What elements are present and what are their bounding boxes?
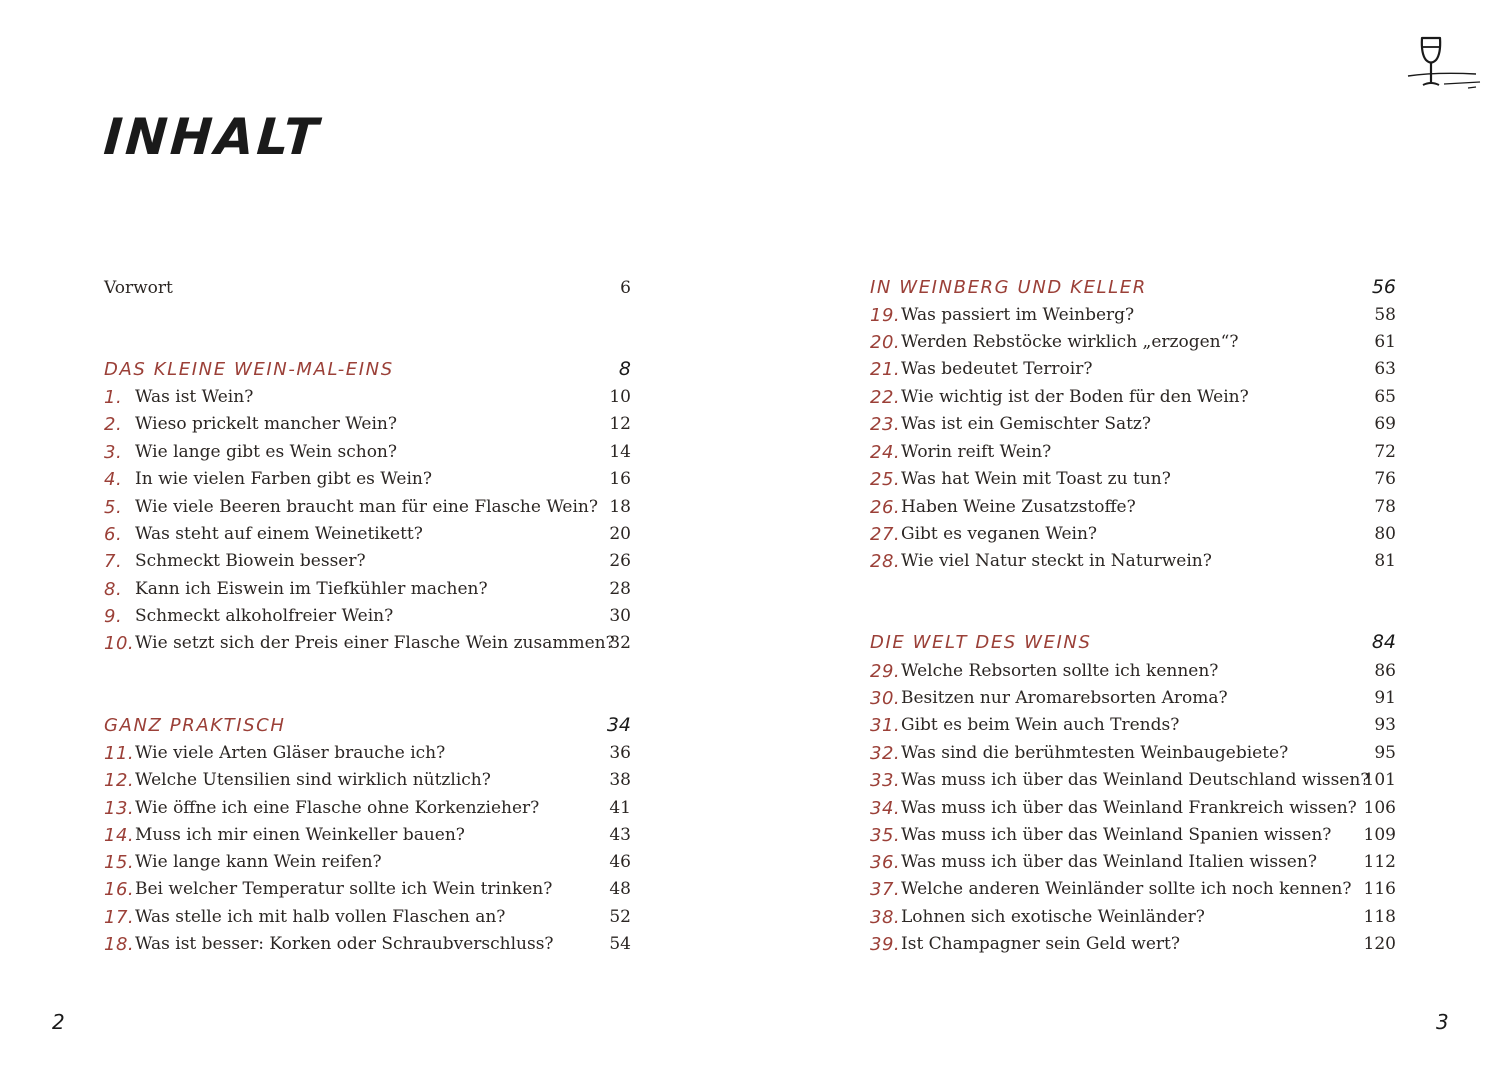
entry-title: Gibt es beim Wein auch Trends? <box>901 715 1180 735</box>
entry-page: 54 <box>609 934 631 954</box>
toc-entry[interactable] <box>104 439 631 466</box>
entry-title: Kann ich Eiswein im Tiefkühler machen? <box>135 579 488 599</box>
page-number: 3 <box>1436 1010 1449 1034</box>
toc-entry[interactable] <box>870 439 1396 466</box>
entry-number: 33. <box>870 770 901 791</box>
entry-title: Was bedeutet Terroir? <box>901 359 1093 379</box>
entry-title: Was muss ich über das Weinland Frankreich wissen? <box>901 798 1357 818</box>
entry-title: Was sind die berühmtesten Weinbaugebiete? <box>901 743 1289 763</box>
entry-number: 4. <box>104 469 123 490</box>
entry-title: Was passiert im Weinberg? <box>901 305 1135 325</box>
toc-entry[interactable] <box>870 466 1396 493</box>
entry-title: Schmeckt alkoholfreier Wein? <box>135 606 394 626</box>
entry-number: 6. <box>104 524 123 545</box>
toc-entry[interactable] <box>104 740 631 767</box>
entry-page: 86 <box>1374 661 1396 681</box>
entry-title: Wie wichtig ist der Boden für den Wein? <box>901 387 1249 407</box>
entry-page: 20 <box>609 524 631 544</box>
toc-entry[interactable] <box>870 795 1396 822</box>
toc-entry[interactable] <box>104 521 631 548</box>
entry-number: 19. <box>870 305 901 326</box>
entry-number: 22. <box>870 387 901 408</box>
entry-number: 25. <box>870 469 901 490</box>
entry-title: Was muss ich über das Weinland Deutschland wissen? <box>901 770 1370 790</box>
toc-entry[interactable] <box>870 411 1396 438</box>
entry-number: 12. <box>104 770 135 791</box>
entry-page: 65 <box>1374 387 1396 407</box>
entry-title: Was ist Wein? <box>135 387 254 407</box>
toc-entry[interactable] <box>870 822 1396 849</box>
entry-title: Welche anderen Weinländer sollte ich noch kennen? <box>901 879 1352 899</box>
section-page: 34 <box>606 714 631 736</box>
entry-page: 93 <box>1374 715 1396 735</box>
entry-title: Haben Weine Zusatzstoffe? <box>901 497 1136 517</box>
entry-title: Was hat Wein mit Toast zu tun? <box>901 469 1171 489</box>
entry-number: 13. <box>104 798 135 819</box>
entry-page: 118 <box>1363 907 1396 927</box>
right-page <box>750 0 1500 1086</box>
toc-entry[interactable] <box>870 849 1396 876</box>
entry-title: Was stelle ich mit halb vollen Flaschen an? <box>135 907 506 927</box>
toc-entry[interactable] <box>870 302 1396 329</box>
toc-entry[interactable] <box>870 685 1396 712</box>
entry-title: Wie viel Natur steckt in Naturwein? <box>901 551 1212 571</box>
entry-page: 106 <box>1363 798 1396 818</box>
page-title: INHALT <box>101 108 323 166</box>
entry-page: 91 <box>1374 688 1396 708</box>
entry-page: 58 <box>1374 305 1396 325</box>
entry-number: 28. <box>870 551 901 572</box>
toc-entry-page: 6 <box>620 278 631 298</box>
entry-page: 78 <box>1374 497 1396 517</box>
toc-entry[interactable] <box>870 712 1396 739</box>
entry-number: 24. <box>870 442 901 463</box>
entry-number: 37. <box>870 879 901 900</box>
toc-entry[interactable] <box>104 876 631 903</box>
toc-entry[interactable] <box>870 767 1396 794</box>
entry-page: 95 <box>1374 743 1396 763</box>
entry-title: Lohnen sich exotische Weinländer? <box>901 907 1205 927</box>
toc-entry[interactable] <box>104 466 631 493</box>
entry-number: 10. <box>104 633 135 654</box>
toc-entry[interactable] <box>104 384 631 411</box>
entry-page: 28 <box>609 579 631 599</box>
entry-title: Welche Utensilien sind wirklich nützlich? <box>135 770 491 790</box>
section-page: 56 <box>1371 276 1396 298</box>
entry-number: 30. <box>870 688 901 709</box>
entry-page: 120 <box>1363 934 1396 954</box>
entry-title: Muss ich mir einen Weinkeller bauen? <box>135 825 465 845</box>
toc-entry[interactable] <box>104 849 631 876</box>
entry-number: 21. <box>870 359 901 380</box>
entry-number: 27. <box>870 524 901 545</box>
entry-page: 26 <box>609 551 631 571</box>
entry-title: Schmeckt Biowein besser? <box>135 551 366 571</box>
entry-number: 35. <box>870 825 901 846</box>
wine-glass-icon <box>1406 34 1486 94</box>
entry-number: 14. <box>104 825 135 846</box>
toc-entry[interactable] <box>870 329 1396 356</box>
entry-title: Wie viele Arten Gläser brauche ich? <box>135 743 446 763</box>
entry-title: Bei welcher Temperatur sollte ich Wein trinken? <box>135 879 553 899</box>
toc-entry[interactable] <box>104 904 631 931</box>
entry-page: 10 <box>609 387 631 407</box>
entry-page: 46 <box>609 852 631 872</box>
section-title: DAS KLEINE WEIN-MAL-EINS <box>104 359 394 380</box>
section-heading[interactable] <box>104 356 631 383</box>
toc-entry[interactable] <box>104 630 631 657</box>
entry-title: Was muss ich über das Weinland Spanien wissen? <box>901 825 1332 845</box>
entry-title: In wie vielen Farben gibt es Wein? <box>135 469 432 489</box>
toc-entry[interactable] <box>104 411 631 438</box>
entry-title: Wie lange kann Wein reifen? <box>135 852 382 872</box>
section-heading[interactable] <box>870 629 1396 656</box>
entry-number: 29. <box>870 661 901 682</box>
section-title: DIE WELT DES WEINS <box>870 632 1092 653</box>
entry-page: 48 <box>609 879 631 899</box>
entry-number: 36. <box>870 852 901 873</box>
entry-page: 76 <box>1374 469 1396 489</box>
entry-page: 61 <box>1374 332 1396 352</box>
entry-title: Wie lange gibt es Wein schon? <box>135 442 397 462</box>
entry-title: Wie setzt sich der Preis einer Flasche Wein zusammen? <box>135 633 615 653</box>
entry-number: 8. <box>104 579 123 600</box>
entry-number: 18. <box>104 934 135 955</box>
entry-page: 109 <box>1363 825 1396 845</box>
entry-page: 112 <box>1363 852 1396 872</box>
entry-title: Ist Champagner sein Geld wert? <box>901 934 1180 954</box>
toc-entry[interactable] <box>104 548 631 575</box>
entry-page: 80 <box>1374 524 1396 544</box>
entry-number: 20. <box>870 332 901 353</box>
section-title: GANZ PRAKTISCH <box>104 715 286 736</box>
entry-page: 52 <box>609 907 631 927</box>
entry-number: 2. <box>104 414 123 435</box>
toc-entry[interactable] <box>870 904 1396 931</box>
section-heading[interactable] <box>104 712 631 739</box>
entry-number: 11. <box>104 743 135 764</box>
entry-page: 43 <box>609 825 631 845</box>
toc-entry-title: Vorwort <box>104 278 173 298</box>
entry-number: 3. <box>104 442 123 463</box>
entry-number: 5. <box>104 497 123 518</box>
entry-number: 7. <box>104 551 123 572</box>
entry-number: 34. <box>870 798 901 819</box>
section-page: 84 <box>1371 631 1396 653</box>
toc-entry[interactable] <box>104 494 631 521</box>
entry-title: Wieso prickelt mancher Wein? <box>135 414 397 434</box>
toc-entry[interactable] <box>870 548 1396 575</box>
entry-number: 23. <box>870 414 901 435</box>
entry-number: 9. <box>104 606 123 627</box>
toc-entry[interactable] <box>870 384 1396 411</box>
entry-page: 81 <box>1374 551 1396 571</box>
entry-title: Wie viele Beeren braucht man für eine Flasche Wein? <box>135 497 598 517</box>
entry-page: 72 <box>1374 442 1396 462</box>
entry-page: 14 <box>609 442 631 462</box>
entry-page: 30 <box>609 606 631 626</box>
toc-entry[interactable] <box>104 603 631 630</box>
entry-title: Gibt es veganen Wein? <box>901 524 1098 544</box>
toc-entry[interactable] <box>870 658 1396 685</box>
entry-title: Worin reift Wein? <box>901 442 1052 462</box>
entry-title: Was ist besser: Korken oder Schraubverschluss? <box>135 934 554 954</box>
toc-entry[interactable] <box>870 521 1396 548</box>
entry-page: 69 <box>1374 414 1396 434</box>
section-heading[interactable] <box>870 274 1396 301</box>
entry-title: Wie öffne ich eine Flasche ohne Korkenzieher? <box>135 798 540 818</box>
entry-number: 32. <box>870 743 901 764</box>
toc-entry-vorwort[interactable] <box>104 275 631 302</box>
toc-entry[interactable] <box>870 494 1396 521</box>
entry-page: 116 <box>1363 879 1396 899</box>
entry-number: 31. <box>870 715 901 736</box>
entry-title: Welche Rebsorten sollte ich kennen? <box>901 661 1219 681</box>
entry-number: 38. <box>870 907 901 928</box>
entry-title: Was ist ein Gemischter Satz? <box>901 414 1152 434</box>
toc-entry[interactable] <box>104 576 631 603</box>
entry-number: 17. <box>104 907 135 928</box>
entry-page: 63 <box>1374 359 1396 379</box>
page-number: 2 <box>52 1010 65 1034</box>
entry-page: 36 <box>609 743 631 763</box>
entry-page: 101 <box>1363 770 1396 790</box>
entry-title: Besitzen nur Aromarebsorten Aroma? <box>901 688 1228 708</box>
entry-title: Werden Rebstöcke wirklich „erzogen“? <box>901 332 1239 352</box>
entry-number: 1. <box>104 387 123 408</box>
toc-entry[interactable] <box>870 356 1396 383</box>
entry-number: 26. <box>870 497 901 518</box>
entry-title: Was steht auf einem Weinetikett? <box>135 524 423 544</box>
section-title: IN WEINBERG UND KELLER <box>870 277 1147 298</box>
entry-number: 39. <box>870 934 901 955</box>
entry-page: 32 <box>609 633 631 653</box>
entry-page: 41 <box>609 798 631 818</box>
toc-entry[interactable] <box>104 767 631 794</box>
entry-title: Was muss ich über das Weinland Italien wissen? <box>901 852 1317 872</box>
entry-page: 12 <box>609 414 631 434</box>
entry-page: 38 <box>609 770 631 790</box>
entry-number: 15. <box>104 852 135 873</box>
toc-entry[interactable] <box>104 822 631 849</box>
section-page: 8 <box>618 358 631 380</box>
toc-entry[interactable] <box>870 931 1396 958</box>
toc-entry[interactable] <box>104 795 631 822</box>
toc-entry[interactable] <box>870 740 1396 767</box>
toc-entry[interactable] <box>104 931 631 958</box>
entry-page: 18 <box>609 497 631 517</box>
entry-page: 16 <box>609 469 631 489</box>
toc-entry[interactable] <box>870 876 1396 903</box>
entry-number: 16. <box>104 879 135 900</box>
